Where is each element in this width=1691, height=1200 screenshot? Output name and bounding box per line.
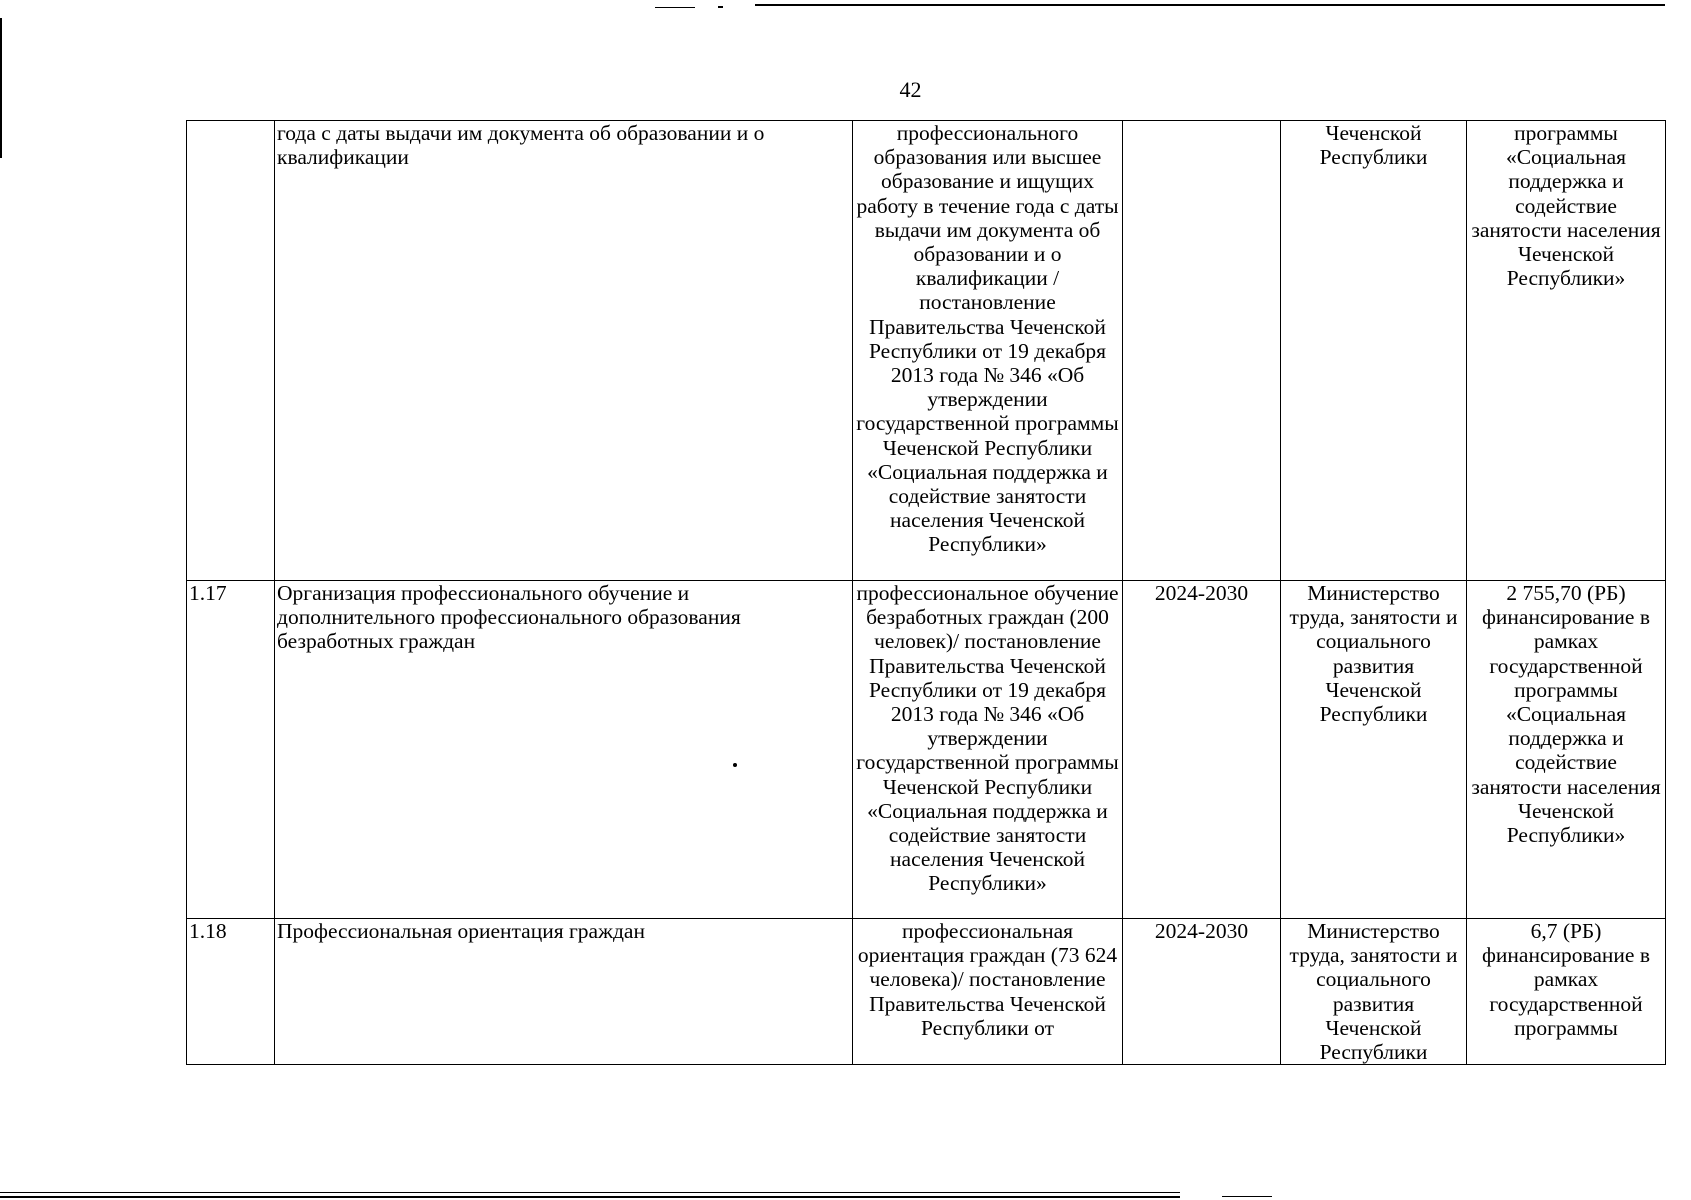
measures-table (186, 120, 1666, 1065)
row-number-cell: 1.18 (187, 919, 275, 1065)
executor-cell: Министерство труда, занятости и социального развития Чеченской Республики (1281, 919, 1467, 1065)
period-cell: 2024-2030 (1123, 581, 1281, 919)
scan-artifact-line (718, 6, 723, 8)
period-cell (1123, 121, 1281, 581)
row-number-cell (187, 121, 275, 581)
page-number: 42 (899, 77, 922, 102)
funding-cell: программы «Социальная поддержка и содействие занятости населения Чеченской Республики» (1467, 121, 1666, 581)
table-row (187, 581, 1666, 919)
measure-name-cell: Профессиональная ориентация граждан (275, 919, 853, 1065)
scan-artifact-line (1222, 1196, 1272, 1197)
funding-cell: 6,7 (РБ) финансирование в рамках государственной программы (1467, 919, 1666, 1065)
scan-artifact-line (755, 4, 1665, 6)
measure-name-cell: Организация профессионального обучение и дополнительного профессионального образования безработных граждан (275, 581, 853, 919)
executor-cell: Министерство труда, занятости и социального развития Чеченской Республики (1281, 581, 1467, 919)
table-row (187, 121, 1666, 581)
result-cell: профессиональная ориентация граждан (73 624 человека)/ постановление Правительства Чеченской Республики от (853, 919, 1123, 1065)
scan-artifact-line (0, 1192, 1180, 1193)
table-row (187, 919, 1666, 1065)
funding-cell: 2 755,70 (РБ) финансирование в рамках государственной программы «Социальная поддержка и содействие занятости населения Чеченской Республики» (1467, 581, 1666, 919)
scan-artifact-line (655, 7, 695, 8)
scan-speck (733, 763, 737, 767)
measure-name-cell: года с даты выдачи им документа об образовании и о квалификации (275, 121, 853, 581)
period-cell: 2024-2030 (1123, 919, 1281, 1065)
row-number-cell: 1.17 (187, 581, 275, 919)
result-cell: профессиональное обучение безработных граждан (200 человек)/ постановление Правительства Чеченской Республики от 19 декабря 2013 года № 346 «Об утверждении государственной программы Чеченской Республики «Социальная поддержка и содействие занятости населения Чеченской Республики» (853, 581, 1123, 919)
result-cell: профессионального образования или высшее образование и ищущих работу в течение года с даты выдачи им документа об образовании и о квалификации / постановление Правительства Чеченской Республики от 19 декабря 2013 года № 346 «Об утверждении государственной программы Чеченской Республики «Социальная поддержка и содействие занятости населения Чеченской Республики» (853, 121, 1123, 581)
executor-cell: Чеченской Республики (1281, 121, 1467, 581)
scan-artifact-line (0, 1196, 1180, 1198)
